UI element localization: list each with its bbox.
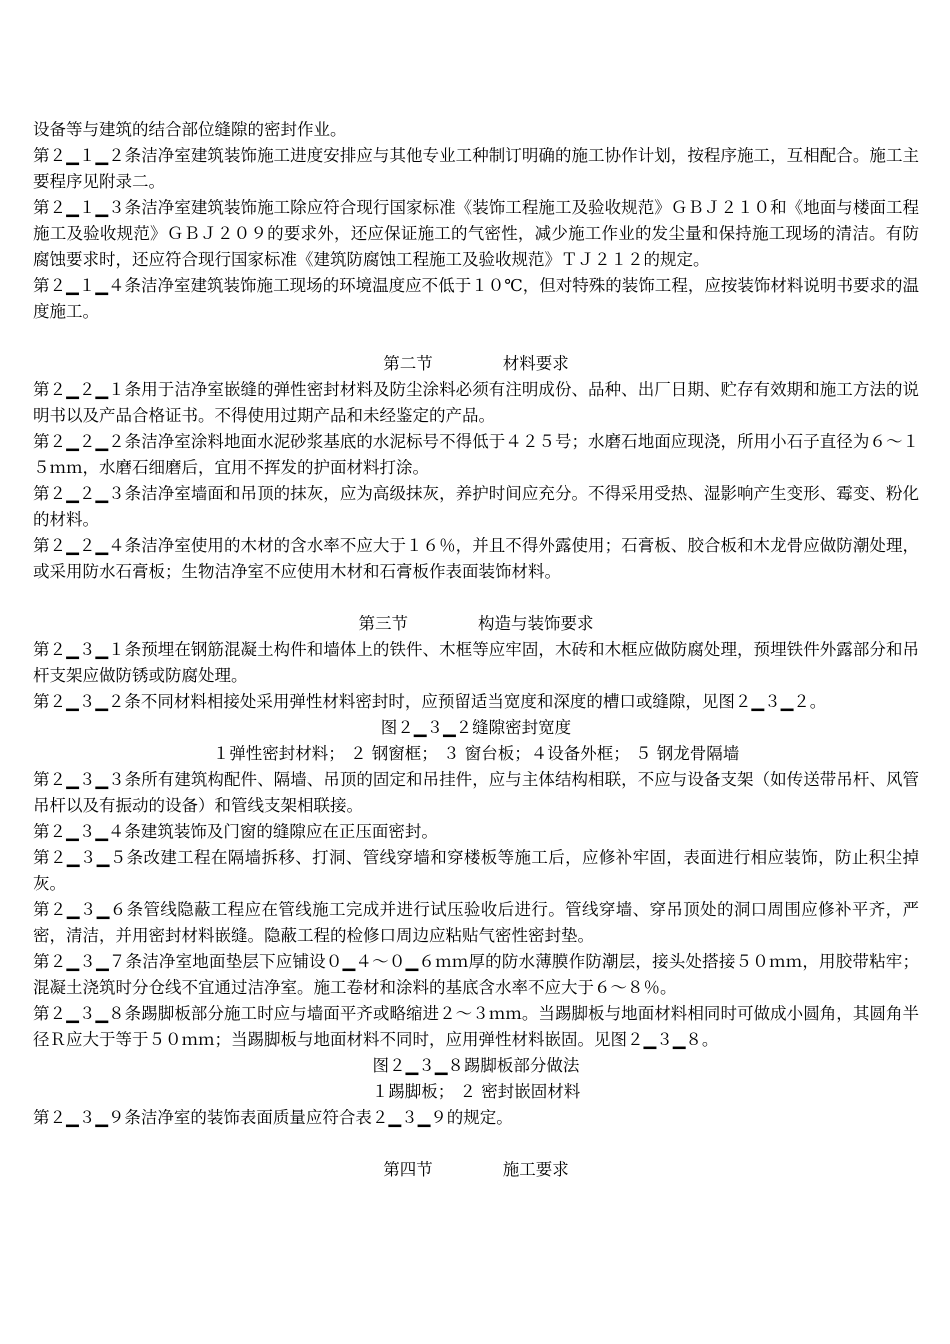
- clause-2-2-1: 第２▁２▁１条用于洁净室嵌缝的弹性密封材料及防尘涂料必须有注明成份、品种、出厂日期、贮存有效期和施工方法的说明书以及产品合格证书。不得使用过期产品和未经鉴定的产品。: [33, 380, 919, 425]
- section-heading-2: [33, 351, 919, 377]
- clause-2-1-4: 第２▁１▁４条洁净室建筑装饰施工现场的环境温度应不低于１０℃，但对特殊的装饰工程，应按装饰材料说明书要求的温度施工。: [33, 276, 919, 321]
- paragraph: 设备等与建筑的结合部位缝隙的密封作业。: [33, 120, 347, 139]
- clause-2-2-3: 第２▁２▁３条洁净室墙面和吊顶的抹灰，应为高级抹灰，养护时间应充分。不得采用受热、湿影响产生变形、霉变、粉化的材料。: [33, 484, 919, 529]
- figure-caption: 图２▁３▁８踢脚板部分做法: [372, 1056, 580, 1075]
- figure-caption: 图２▁３▁２缝隙密封宽度: [380, 718, 572, 737]
- section-title: 构造与装饰要求: [478, 614, 594, 633]
- figure-legend: １踢脚板； ２ 密封嵌固材料: [371, 1082, 581, 1101]
- document-page: [33, 117, 919, 1183]
- section-number: 第四节: [383, 1160, 433, 1179]
- clause-2-3-1: 第２▁３▁１条预埋在钢筋混凝土构件和墙体上的铁件、木框等应牢固，木砖和木框应做防腐处理，预埋铁件外露部分和吊杆支架应做防锈或防腐处理。: [33, 640, 919, 685]
- clause-2-3-2: 第２▁３▁２条不同材料相接处采用弹性材料密封时，应预留适当宽度和深度的槽口或缝隙，见图２▁３▁２。: [33, 692, 827, 711]
- clause-2-1-3: 第２▁１▁３条洁净室建筑装饰施工除应符合现行国家标准《装饰工程施工及验收规范》ＧＢＪ２１０和《地面与楼面工程施工及验收规范》ＧＢＪ２０９的要求外，还应保证施工的气密性，减少施工作业的发尘量和保持施工现场的清洁。有防腐蚀要求时，还应符合现行国家标准《建筑防腐蚀工程施工及验收规范》ＴＪ２１２的规定。: [33, 198, 919, 269]
- clause-2-3-9: 第２▁３▁９条洁净室的装饰表面质量应符合表２▁３▁９的规定。: [33, 1108, 513, 1127]
- clause-2-3-5: 第２▁３▁５条改建工程在隔墙拆移、打洞、管线穿墙和穿楼板等施工后，应修补牢固，表面进行相应装饰，防止积尘掉灰。: [33, 848, 919, 893]
- figure-legend: １弹性密封材料； ２ 钢窗框； ３ 窗台板；４设备外框； ５ 钢龙骨隔墙: [212, 744, 740, 763]
- clause-2-1-2: 第２▁１▁２条洁净室建筑装饰施工进度安排应与其他专业工种制订明确的施工协作计划，按程序施工，互相配合。施工主要程序见附录二。: [33, 146, 919, 191]
- clause-2-3-8: 第２▁３▁８条踢脚板部分施工时应与墙面平齐或略缩进２～３ｍｍ。当踢脚板与地面材料相同时可做成小圆角，其圆角半径Ｒ应大于等于５０ｍｍ；当踢脚板与地面材料不同时，应用弹性材料嵌固。见图２▁３▁８。: [33, 1004, 919, 1049]
- clause-2-3-7: 第２▁３▁７条洁净室地面垫层下应铺设０▁４～０▁６ｍｍ厚的防水薄膜作防潮层，接头处搭接５０ｍｍ，用胶带粘牢；混凝土浇筑时分仓线不宜通过洁净室。施工卷材和涂料的基底含水率不应大于６～８％。: [33, 952, 919, 997]
- section-title: 施工要求: [502, 1160, 569, 1179]
- section-number: 第三节: [358, 614, 408, 633]
- section-title: 材料要求: [502, 354, 569, 373]
- section-number: 第二节: [383, 354, 433, 373]
- section-heading-3: [33, 611, 919, 637]
- clause-2-2-2: 第２▁２▁２条洁净室涂料地面水泥砂浆基底的水泥标号不得低于４２５号；水磨石地面应现浇，所用小石子直径为６～１５ｍｍ，水磨石细磨后，宜用不挥发的护面材料打涂。: [33, 432, 919, 477]
- section-heading-4: [33, 1157, 919, 1183]
- clause-2-3-6: 第２▁３▁６条管线隐蔽工程应在管线施工完成并进行试压验收后进行。管线穿墙、穿吊顶处的洞口周围应修补平齐，严密，清洁，并用密封材料嵌缝。隐蔽工程的检修口周边应粘贴气密性密封垫。: [33, 900, 919, 945]
- clause-2-2-4: 第２▁２▁４条洁净室使用的木材的含水率不应大于１６％，并且不得外露使用；石膏板、胶合板和木龙骨应做防潮处理，或采用防水石膏板；生物洁净室不应使用木材和石膏板作表面装饰材料。: [33, 536, 919, 581]
- clause-2-3-4: 第２▁３▁４条建筑装饰及门窗的缝隙应在正压面密封。: [33, 822, 438, 841]
- clause-2-3-3: 第２▁３▁３条所有建筑构配件、隔墙、吊顶的固定和吊挂件，应与主体结构相联，不应与设备支架（如传送带吊杆、风管吊杆以及有振动的设备）和管线支架相联接。: [33, 770, 919, 815]
